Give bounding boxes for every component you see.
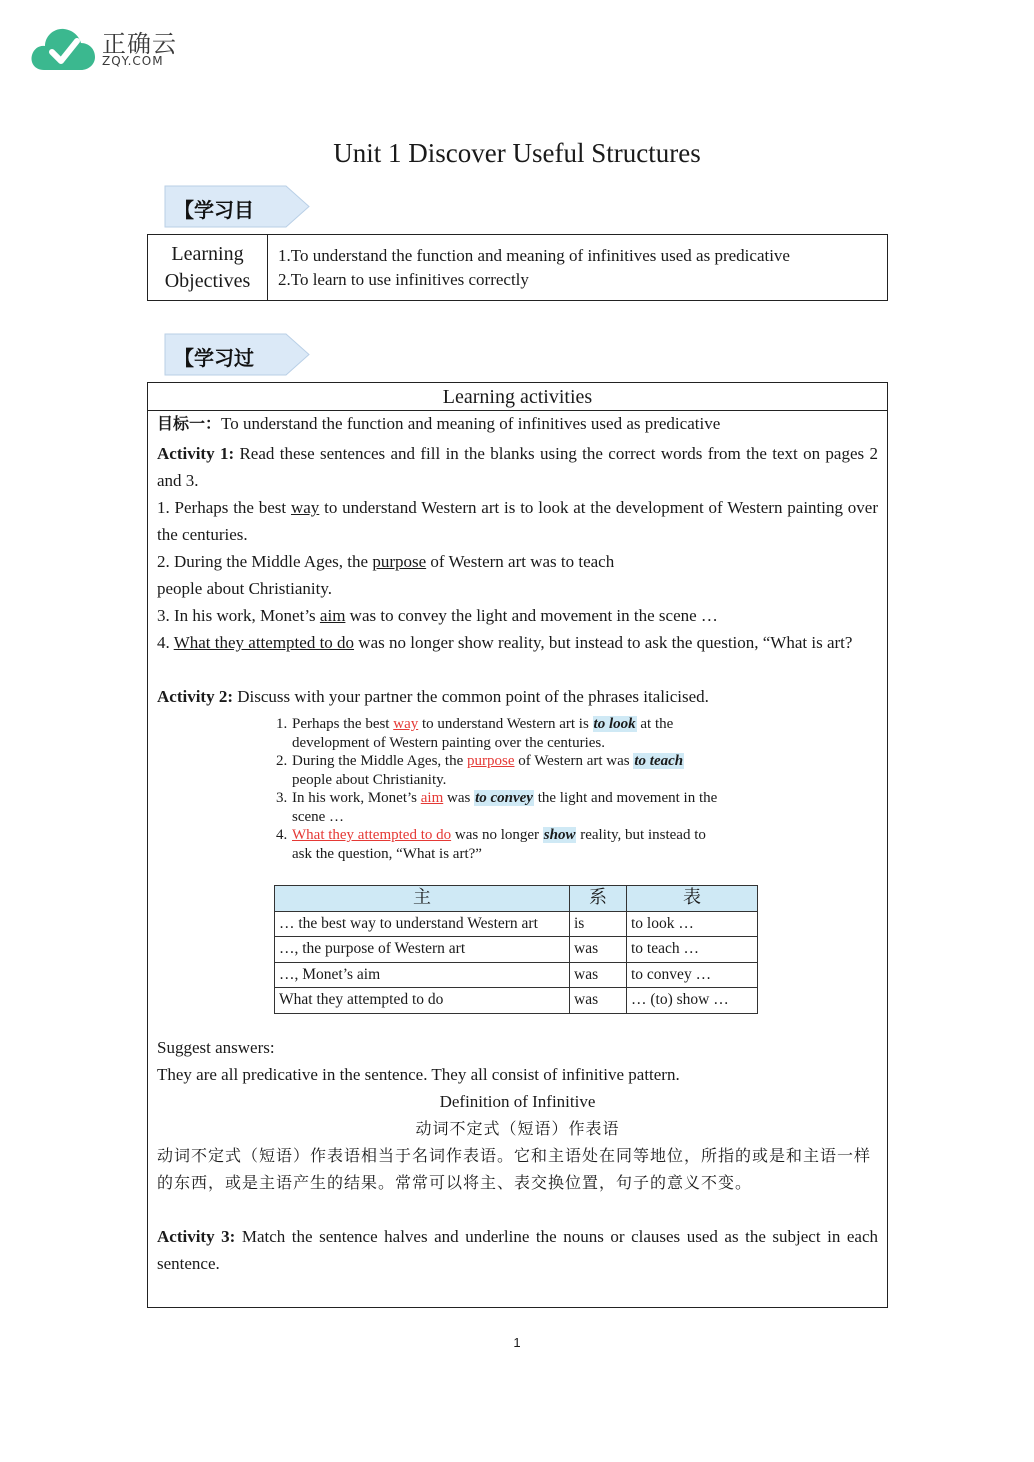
table-cell: was xyxy=(570,962,627,988)
sentence-2-line2: people about Christianity. xyxy=(157,579,333,598)
sentence-text: 2. During the Middle Ages, the xyxy=(157,552,373,571)
section-tag-process xyxy=(164,333,310,376)
red-answer: way xyxy=(393,716,419,732)
item-number: 1. xyxy=(276,716,288,732)
figure-text: In his work, Monet’s xyxy=(292,790,421,806)
answer-what-they-attempted: What they attempted to do xyxy=(173,633,355,652)
table-cell: was xyxy=(570,937,627,963)
goal-line xyxy=(157,410,878,437)
figure-line: ask the question, “What is art?” xyxy=(292,845,482,862)
table-cell: to convey … xyxy=(627,962,758,988)
figure-text: reality, but instead to xyxy=(576,827,706,843)
figure-text: the light and movement in the xyxy=(533,790,718,806)
figure-line: scene … xyxy=(292,808,345,825)
highlighted-infinitive: to teach xyxy=(634,753,684,769)
definition-cn-text: 动词不定式（短语）作表语相当于名词作表语。它和主语处在同等地位，所指的或是和主语一样的东西，或是主语产生的结果。常常可以将主、表交换位置，句子的意义不变。 xyxy=(157,1146,872,1192)
sentence-4 xyxy=(157,629,878,656)
red-answer: aim xyxy=(420,790,444,806)
column-header: 表 xyxy=(627,886,758,912)
table-cell: to look … xyxy=(627,911,758,937)
sentence-text: 4. xyxy=(157,633,174,652)
figure-text: to understand Western art is xyxy=(418,716,593,732)
activity2-label: Activity 2: xyxy=(157,687,234,706)
figure-text: During the Middle Ages, the xyxy=(292,753,467,769)
goal-label: 目标一： xyxy=(157,414,222,433)
learning-activities-box xyxy=(147,382,888,1308)
section-tag-objectives xyxy=(164,185,310,228)
column-header: 主 xyxy=(275,886,570,912)
figure-line xyxy=(292,715,673,734)
highlighted-infinitive: to look xyxy=(593,716,636,732)
table-cell: was xyxy=(570,988,627,1014)
activity2-figure xyxy=(157,711,878,1008)
suggest-label: Suggest answers: xyxy=(157,1038,275,1057)
cloud-check-icon xyxy=(30,24,96,72)
answer-purpose: purpose xyxy=(372,552,427,571)
table-cell: What they attempted to do xyxy=(275,988,570,1014)
objective-item: 2.To learn to use infinitives correctly xyxy=(278,269,529,289)
table-row xyxy=(275,937,758,963)
sentence-text: 3. In his work, Monet’s xyxy=(157,606,320,625)
page-title: Unit 1 Discover Useful Structures xyxy=(333,138,701,168)
figure-text: was xyxy=(443,790,475,806)
table-header-row xyxy=(275,886,758,912)
column-header: 系 xyxy=(570,886,627,912)
figure-text: of Western art was xyxy=(514,753,634,769)
definition-title: Definition of Infinitive xyxy=(439,1092,596,1111)
subject-link-predicative-table xyxy=(274,885,758,1014)
figure-text: Perhaps the best xyxy=(292,716,394,732)
activity3-text: Match the sentence halves and underline the nouns or clauses used as the subject in each sentence. xyxy=(157,1227,878,1273)
activity2-instructions xyxy=(157,683,878,710)
sentence-text: was no longer show reality, but instead to ask the question, “What is art? xyxy=(354,633,853,652)
logo-english-text: ZQY.COM xyxy=(102,54,164,68)
sentence-2 xyxy=(157,548,878,575)
sentence-1 xyxy=(157,494,878,548)
definition-cn-title: 动词不定式（短语）作表语 xyxy=(415,1119,620,1138)
red-answer: purpose xyxy=(466,753,515,769)
table-row xyxy=(275,988,758,1014)
sentence-text: to understand Western art is to look at the development of Western painting over the centuries. xyxy=(157,498,879,544)
item-number: 4. xyxy=(276,827,288,843)
goal-text: To understand the function and meaning of infinitives used as predicative xyxy=(221,414,721,433)
table-row xyxy=(275,962,758,988)
answer-aim: aim xyxy=(319,606,346,625)
figure-line: people about Christianity. xyxy=(292,771,447,788)
objective-item: 1.To understand the function and meaning of infinitives used as predicative xyxy=(278,245,790,265)
figure-text: was no longer xyxy=(451,827,543,843)
red-answer: What they attempted to do xyxy=(292,827,452,843)
highlighted-infinitive: to convey xyxy=(475,790,533,806)
activity2-text: Discuss with your partner the common point of the phrases italicised. xyxy=(233,687,709,706)
item-number: 2. xyxy=(276,753,288,769)
table-cell: … the best way to understand Western art xyxy=(275,911,570,937)
section-tag-label: 【学习目 xyxy=(174,198,254,222)
sentence-3 xyxy=(157,602,878,629)
activity3-instructions xyxy=(157,1223,878,1277)
table-cell: is xyxy=(570,911,627,937)
figure-text: at the xyxy=(636,716,674,732)
table-cell: … (to) show … xyxy=(627,988,758,1014)
figure-line xyxy=(292,789,717,808)
activities-body xyxy=(148,410,887,1277)
activity1-instructions xyxy=(157,440,878,494)
section-tag-label: 【学习过 xyxy=(174,346,254,370)
sentence-text: 1. Perhaps the best xyxy=(157,498,291,517)
activity1-label: Activity 1: xyxy=(157,444,235,463)
table-cell: to teach … xyxy=(627,937,758,963)
objectives-table xyxy=(147,234,888,301)
logo-chinese-text: 正确云 xyxy=(102,30,177,58)
spacer xyxy=(157,656,878,683)
page-number: 1 xyxy=(513,1335,521,1350)
activity3-label: Activity 3: xyxy=(157,1227,236,1246)
table-cell: …, the purpose of Western art xyxy=(275,937,570,963)
highlighted-infinitive: show xyxy=(543,827,576,843)
figure-line: development of Western painting over the centuries. xyxy=(292,734,606,751)
item-number: 3. xyxy=(276,790,288,806)
table-row xyxy=(275,911,758,937)
activities-header: Learning activities xyxy=(148,383,887,411)
spacer xyxy=(157,1196,878,1223)
activity1-text: Read these sentences and fill in the blanks using the correct words from the text on pages 2 and 3. xyxy=(157,444,878,490)
table-cell: …, Monet’s aim xyxy=(275,962,570,988)
figure-line xyxy=(292,826,706,845)
figure-line xyxy=(292,752,684,771)
answer-way: way xyxy=(290,498,320,517)
sentence-text: of Western art was to teach xyxy=(426,552,615,571)
objectives-label: Learning Objectives xyxy=(148,235,268,301)
zqy-logo xyxy=(30,24,190,74)
suggest-text: They are all predicative in the sentence. They all consist of infinitive pattern. xyxy=(157,1065,680,1084)
sentence-text: was to convey the light and movement in the scene … xyxy=(345,606,718,625)
objectives-list xyxy=(268,235,888,301)
